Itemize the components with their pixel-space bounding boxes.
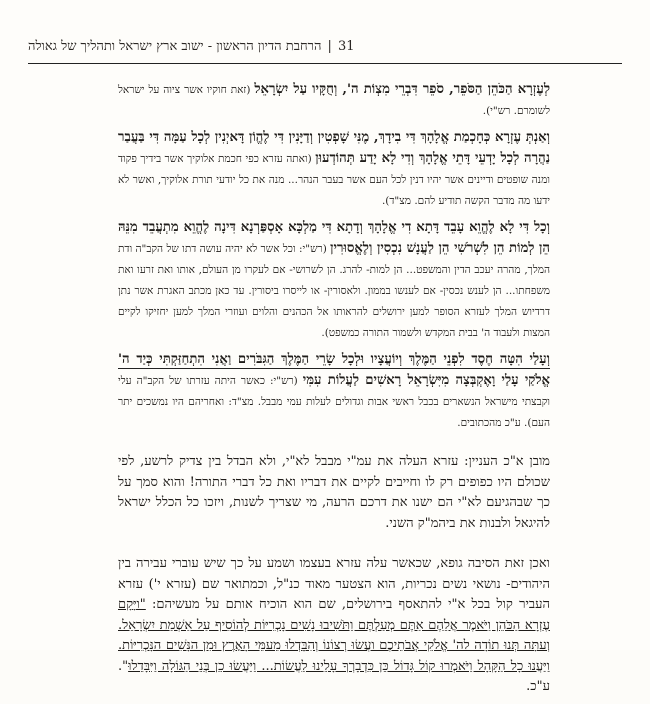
commentary-text: (רש"י: כאשר היתה עזרתו של הקב"ה עלי וקבצתי מישראל הנשארים בכבל ראשי אבות וגדולים לעלות עמי מבבל. מצ"ד: ואחריהם היו נמשכים יתר העם). ע"כ מהכתובים. xyxy=(118,375,550,429)
verse-text: וְעָלַי הִטָּה חֶסֶד לִפְנֵי הַמֶּלֶךְ וְיוֹעֲצָיו וּלְכָל שָׂרֵי הַמֶּלֶךְ הַגִּבֹּרִים וַאֲנִי הִתְחַזַּקְתִּי כְּיַד ה' אֱלֹקַי עָלַי וָאֶקְבְּצָה מִיִּשְׂרָאֵל רָאשִׁים לַעֲלוֹת עִמִּי xyxy=(118,352,550,388)
commentary-text: (ואתה עזרא כפי חכמת אלוקיך אשר בידיך פקוד ומנה שופטים ודיינים אשר יהיו דנין לכל העם אשר בעבר הנהר... מנה את כל יודעי תורת אלוקיך, ואשר לא ידעו מה מדבר הקשה תודיע להם. מצ"ד). xyxy=(118,153,550,207)
explanation-text: מובן א"כ העניין: עזרא העלה את עמ"י מבבל לא"י, ולא הבדל בין צדיק לרשע, לפי שכולם היו כפופים רק לו וחייבים לקיים את דבריו ואת כל דברי התורה! והוא סמך על כך שבהגיעם לא"י הם ישנו את דרכם הרעה, מי שצריך לשנות, ויזכו כל הכלל ישראל להיגאל ולבנות את ביהמ"ק השני. xyxy=(118,454,550,531)
ezra-quote-text: "וַיָּקָם עֶזְרָא הַכֹּהֵן וַיֹּאמֶר אֲלֵהֶם אַתֶּם מְעַלְתֶּם וַתֹּשִׁיבוּ נָשִׁים נָכְרִיּוֹת לְהוֹסִיף עַל אַשְׁמַת יִשְׂרָאֵל. וְעַתָּה תְּנוּ תוֹדָה לַה' אֱלֹקֵי אֲבֹתֵיכֶם וַעֲשׂוּ רְצוֹנוֹ וְהִבָּדְלוּ מֵעַמֵּי הָאָרֶץ וּמִן הַנָּשִׁים הַנָּכְרִיּוֹת. וַיַּעֲנוּ כָל הַקָּהָל וַיֹּאמְרוּ קוֹל גָּדוֹל כֵּן כִּדְבָרְךָ עָלֵינוּ לַעֲשׂוֹת... וַיַּעֲשׂוּ כֵן בְּנֵי הַגּוֹלָה וַיִּבָּדֵלוּ xyxy=(118,597,550,674)
header-rule xyxy=(28,63,622,64)
commentary-text: (זאת חוקיו אשר ציוה על ישראל לשומרם. רש"י). xyxy=(118,84,550,117)
quote-block-3 xyxy=(118,216,550,342)
commentary-text: (רש"י: וכל אשר לא יהיה עושה דתו של הקב"ה ודת המלך, מהרה יעכב הדין והמשפט... הן למות- להרג. הן לשרושי- אם לעקרו מן העולם, אותו ואת זרעו ואת משפחתו... הן לענש נכסין- אם לענשו בממון. ולאסורין- או לייסרו ביסורין. עד כאן מכתב האגרת אשר נתן דרדיוש המלך לעזרא הסופר למען ירושלים להראותו אל הכהנים והלוים ועוזרי המלך למען יחזיקו לקיים המצות ולעבוד ה' בבית המקדש ולשמור התורה כמשפט). xyxy=(118,243,550,339)
verse-text: לְעֶזְרָא הַכֹּהֵן הַסֹּפֵר, סֹפֵר דִּבְרֵי מִצְוֹת ה', וְחֻקָּיו עַל יִשְׂרָאֵל xyxy=(254,82,550,97)
ezra-end-text: ". ע"כ. xyxy=(118,658,550,694)
running-header xyxy=(28,35,622,57)
quote-block-4 xyxy=(118,348,550,432)
header-title: הרחבת הדיון הראשון - ישוב ארץ ישראל ותהליך של גאולה xyxy=(28,39,322,54)
page-content xyxy=(118,78,550,704)
header-separator: | xyxy=(327,38,332,54)
ezra-intro-text: ואכן זאת הסיבה גופא, שכאשר עלה עזרא בעצמו ושמע על כך שיש עוברי עבירה בין היהודים- נושאי נשים נכריות, הוא הצטער מאוד כנ"ל, וכמתואר שם (עזרא י') עזרא העביר קול בכל א"י להתאסף בירושלים, שם הוא הוכיח אותם על מעשיהם: xyxy=(118,556,550,612)
verse-text: וְאַנְתְּ עֶזְרָא כְּחָכְמַת אֱלָהָךְ דִּי בִידָךְ, מֶנִּי שָׁפְטִין וְדַיָּנִין דִּי לֶהֱוֹן דָּאיְנִין לְכָל עַמָּה דִּי בַּעֲבַר נַהֲרָה לְכָל יָדְעֵי דָּתֵי אֱלָהָךְ וְדִי לָא יָדַע תְּהוֹדְעוּן xyxy=(118,130,550,166)
quote-block-1 xyxy=(118,78,550,120)
verse-text: וְכָל דִּי לָא לֶהֱוֵא עָבֵד דָּתָא דִי אֱלָהָךְ וְדָתָא דִּי מַלְכָּא אָסְפַּרְנָא דִּינָה לֶהֱוֵא מִתְעֲבֵד מִנֵּהּ הֵן לְמוֹת הֵן לִשְׁרֹשִׁי הֵן לַעֲנָשׁ נִכְסִין וְלֶאֱסוּרִין xyxy=(118,220,550,256)
quote-block-2 xyxy=(118,126,550,210)
page-number: 31 xyxy=(337,38,355,54)
ezra-paragraph xyxy=(118,554,550,698)
explanation-paragraph xyxy=(118,452,550,534)
section-divider xyxy=(118,368,550,369)
